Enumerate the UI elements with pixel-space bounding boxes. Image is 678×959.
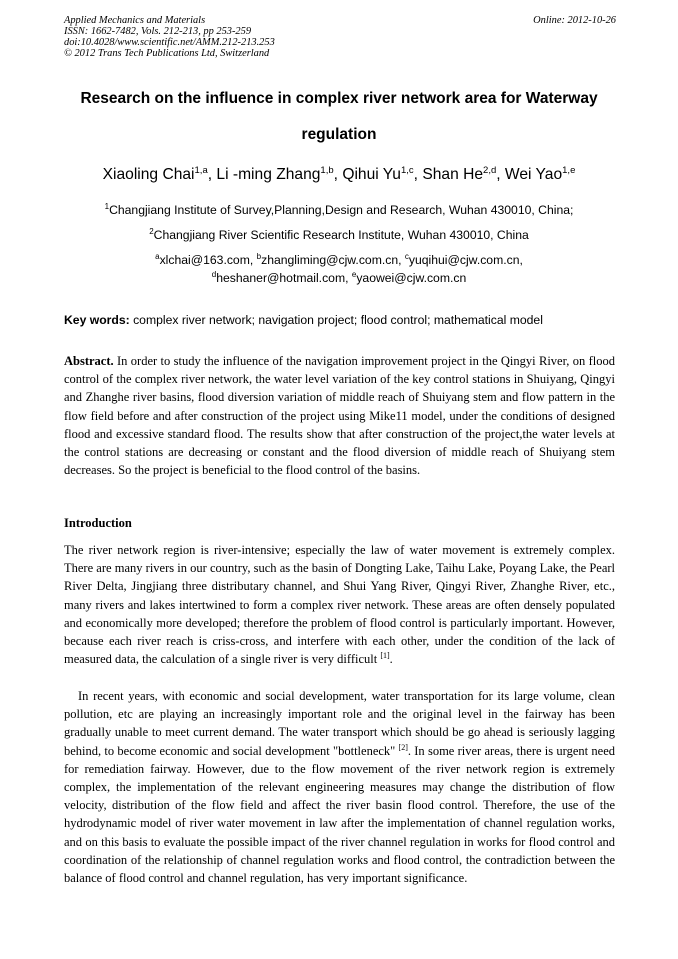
section-heading-introduction: Introduction: [64, 516, 132, 530]
author-name: Xiaoling Chai: [102, 166, 195, 183]
keywords-label: Key words:: [64, 313, 130, 327]
journal-header: [64, 15, 275, 59]
affiliation-2: $^2$Changjiang River Scientific Research Institute, Wuhan 430010, China: [149, 227, 529, 242]
email-b: zhangliming@cjw.com.cn,: [261, 253, 402, 267]
email-line-2: $^d$heshaner@hotmail.com, $^e$yaowei@cjw.com.cn: [211, 270, 467, 285]
author-name: Shan He: [422, 166, 484, 183]
online-date: Online: 2012-10-26: [533, 15, 616, 26]
abstract-text: In order to study the influence of the navigation improvement project in the Qingyi River, on flood control of the complex river network, the water level variation of the key control stations in Shuiyang, Qingyi and Zhanghe river basins, flood diversion variation of middle reach of Shuiyang stem and flow pattern in the flow field before and after construction of the project using Mike11 model, under the conditions of designed flood and excessive standard flood. The results show that after construction of the project,the water levels at the control stations are decreasing or constant and the flood diversion of middle reach of Shuiyang stem decreases. So the project is beneficial to the flood control of the basins.: [64, 354, 615, 478]
author-affil-sup: 1,b: [320, 165, 334, 176]
abstract: [64, 352, 615, 479]
author-list: Xiaoling Chai$^{1,a}$, Li -ming Zhang$^{1,b}$, Qihui Yu$^{1,c}$, Shan He$^{2,d}$, Wei Yao$^{1,e}$: [102, 165, 576, 183]
author-name: Qihui Yu: [342, 166, 401, 183]
author-name: Li -ming Zhang: [216, 166, 321, 183]
affiliation-1: $^1$Changjiang Institute of Survey,Planning,Design and Research, Wuhan 430010, China;: [104, 202, 574, 217]
copyright: © 2012 Trans Tech Publications Ltd, Switzerland: [64, 48, 270, 59]
intro-paragraph-2: In recent years, with economic and social development, water transportation for its large volume, clean pollution, etc are playing an increasingly important role and the original level in the fairway has been gradually unable to meet current demand. The water transport which should be go ahead is seriously lagging behind, to become economic and social development "bottleneck" [2]. In some river areas, there is urgent need for remediation fairway. However, due to the flow movement of the river network region is extremely complex, the implementation of the relevant engineering measures may change the distribution of flow velocity, distribution of the flow field and affect the river basin flood control. Therefore, the use of the hydrodynamic model of river water movement in law after the implementation of channel regulation works, and on this basis to evaluate the possible impact of the river channel regulation in works for flood control and coordination of the relationship of channel regulation works and flood control, the contradiction between the balance of flood control and channel regulation, has very important significance.: [64, 689, 615, 886]
email-line-1: $^a$xlchai@163.com, $^b$zhangliming@cjw.com.cn, $^c$yuqihui@cjw.com.cn,: [155, 252, 523, 267]
email-e: yaowei@cjw.com.cn: [356, 271, 467, 285]
keywords-text: complex river network; navigation project; flood control; mathematical model: [129, 313, 543, 327]
citation-ref: [1]: [380, 651, 390, 661]
email-d: heshaner@hotmail.com,: [216, 271, 349, 285]
email-c: yuqihui@cjw.com.cn,: [408, 253, 523, 267]
paper-title-line1: Research on the influence in complex river network area for Waterway: [80, 90, 598, 107]
intro-paragraph-1: The river network region is river-intensive; especially the law of water movement is extremely complex. There are many rivers in our country, such as the basin of Dongting Lake, Taihu Lake, Poyang Lake, the Pearl River Delta, Jingjiang three distributary channel, and Shui Yang River, Qingyi River, Zhanghe River, etc., many rivers and lakes intertwined to form a complex river network. These areas are often densely populated and economically more developed; therefore the problem of flood control is particularly important. However, because each river reach is criss-cross, and interfere with each other, under the condition of the lack of measured data, the calculation of a single river is very difficult [1].: [64, 543, 615, 667]
author-name: Wei Yao: [504, 166, 563, 183]
author-affil-sup: 1,a: [194, 165, 208, 176]
doi: doi:10.4028/www.scientific.net/AMM.212-213.253: [64, 37, 275, 48]
issn: ISSN: 1662-7482, Vols. 212-213, pp 253-259: [64, 26, 252, 37]
paper-title-line2: regulation: [301, 126, 377, 143]
author-affil-sup: 1,c: [400, 165, 414, 176]
email-a: xlchai@163.com,: [159, 253, 254, 267]
abstract-label: Abstract.: [64, 354, 114, 368]
citation-ref: [2]: [398, 742, 408, 752]
author-affil-sup: 1,e: [562, 165, 576, 176]
journal-name: Applied Mechanics and Materials: [64, 15, 206, 26]
author-affil-sup: 2,d: [483, 165, 497, 176]
keywords: [64, 313, 543, 327]
